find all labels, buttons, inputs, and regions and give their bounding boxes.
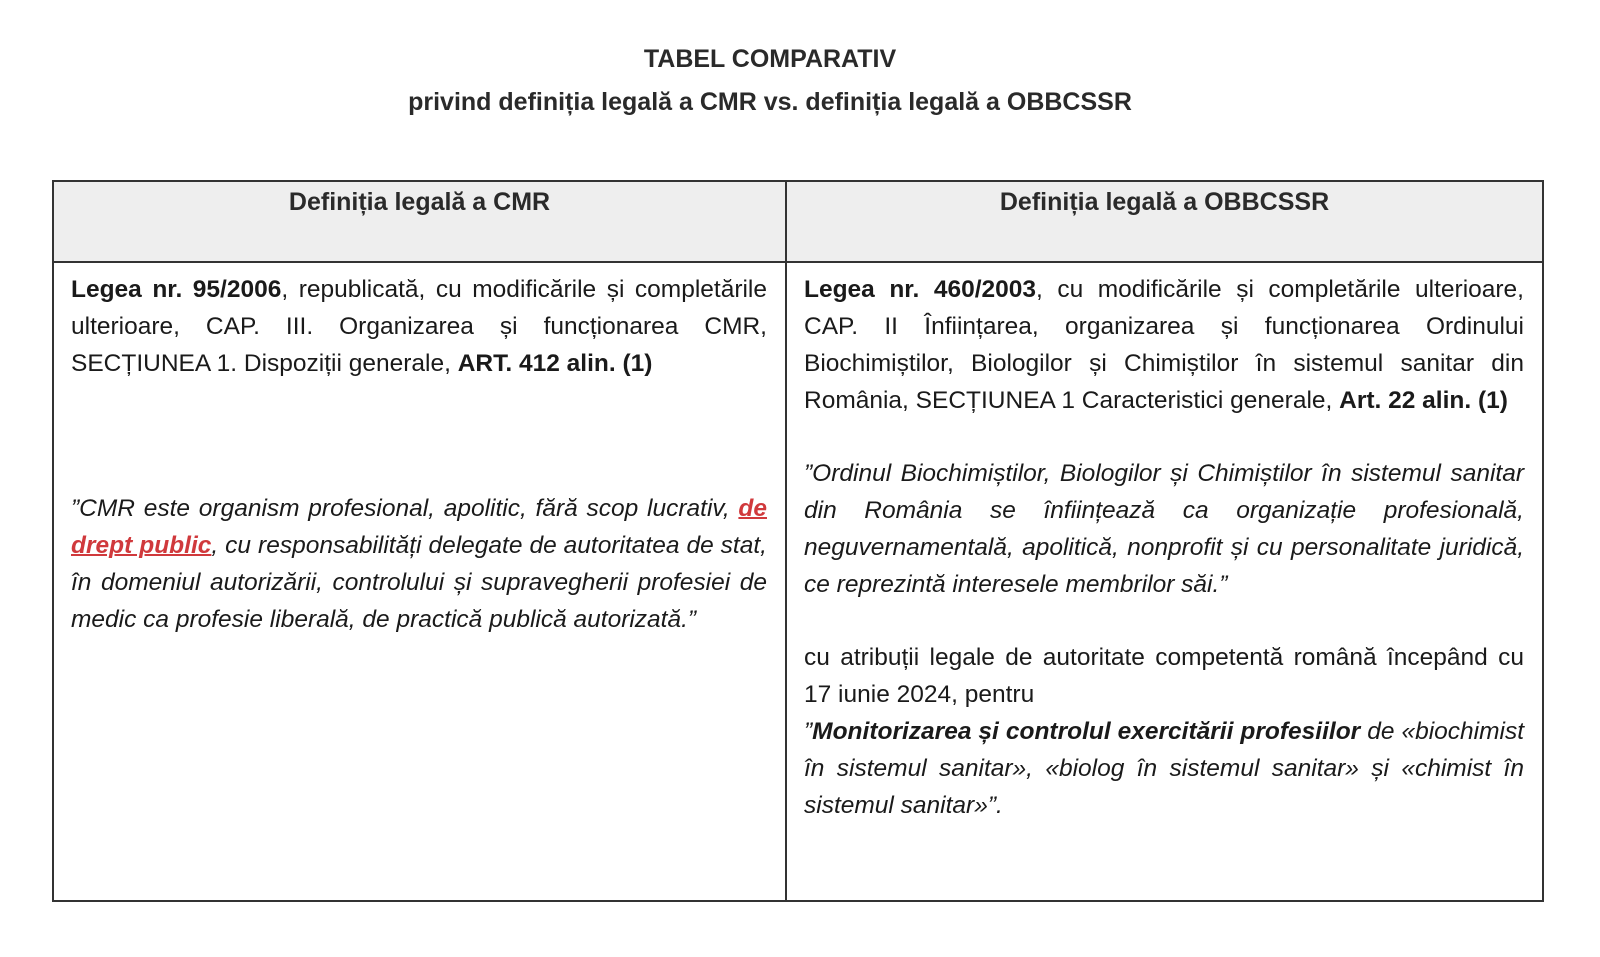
obbcssr-law-name: Legea nr. 460/2003 <box>804 276 1037 303</box>
cmr-law-details: , republicată, cu modificările și completările ulterioare, CAP. III. Organizarea și funcționarea CMR, SECȚIUNEA 1. Dispoziții generale, <box>71 276 767 377</box>
header-obbcssr: Definiția legală a OBBCSSR <box>786 181 1543 262</box>
obbcssr-attributions-quote <box>804 713 1524 824</box>
table-header-row <box>53 181 1543 262</box>
cmr-highlight-public-law: de drept public <box>71 495 767 559</box>
obbcssr-attributions-intro: cu atribuții legale de autoritate competentă română începând cu 17 iunie 2024, pentru <box>804 644 1524 708</box>
obbcssr-attributions-rest: de «biochimist în sistemul sanitar», «biolog în sistemul sanitar» și «chimist în sistemul sanitar»”. <box>804 718 1524 819</box>
obbcssr-law-details: , cu modificările și completările ulterioare, CAP. II Înființarea, organizarea și funcționarea Ordinului Biochimiștilor, Biologilor și Chimiștilor în sistemul sanitar din România, SECȚIUNEA 1 Caracteristici generale, <box>804 276 1524 414</box>
document-subtitle: privind definiția legală a CMR vs. definiția legală a OBBCSSR <box>408 88 1132 116</box>
cmr-quote-start: ”CMR este organism profesional, apolitic, fără scop lucrativ, <box>71 495 739 522</box>
table-row <box>53 262 1543 901</box>
cmr-article: ART. 412 alin. (1) <box>457 350 653 377</box>
obbcssr-attributions-bold: Monitorizarea și controlul exercitării profesiilor <box>812 718 1361 745</box>
document-title: TABEL COMPARATIV <box>643 45 897 73</box>
cmr-law-reference <box>71 271 767 382</box>
header-cmr: Definiția legală a CMR <box>53 181 786 262</box>
cell-obbcssr <box>786 262 1543 901</box>
obbcssr-article: Art. 22 alin. (1) <box>1339 387 1508 414</box>
obbcssr-law-reference <box>804 271 1524 419</box>
cmr-definition-quote <box>71 490 767 638</box>
obbcssr-definition-quote: ”Ordinul Biochimiștilor, Biologilor și Chimiștilor în sistemul sanitar din România se înființează ca organizație profesională, neguvernamentală, apolitică, nonprofit și cu personalitate juridică, ce reprezintă interesele membrilor săi.” <box>804 460 1524 598</box>
cell-cmr <box>53 262 786 901</box>
obbcssr-quote-open: ” <box>804 718 813 745</box>
comparison-table <box>52 180 1544 902</box>
cmr-law-name: Legea nr. 95/2006 <box>71 276 282 303</box>
cmr-quote-end: , cu responsabilități delegate de autoritatea de stat, în domeniul autorizării, controlului și supravegherii profesiei de medic ca profesie liberală, de practică publică autorizată.” <box>71 532 767 633</box>
